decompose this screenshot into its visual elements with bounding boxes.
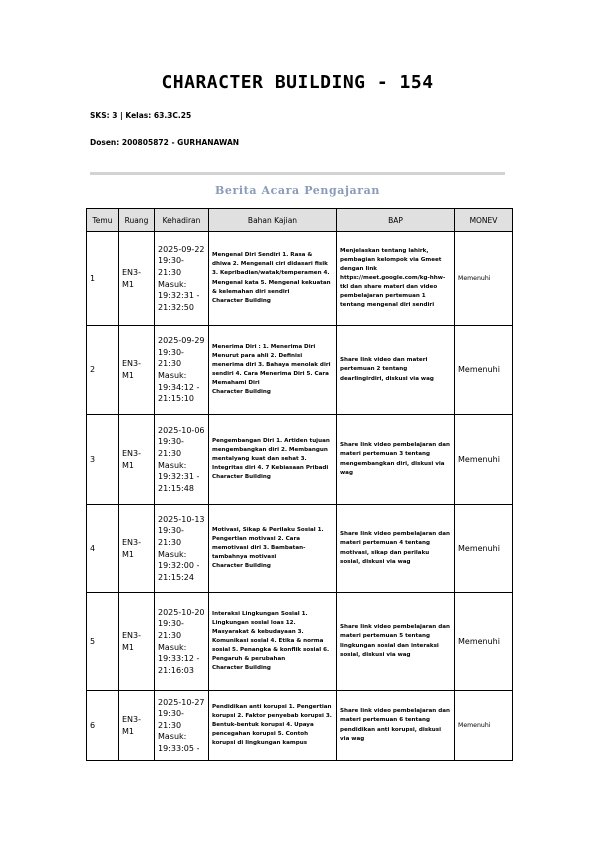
section-title: Berita Acara Pengajaran [214, 184, 381, 197]
cell-bap: Share link video pembelajaran dan materi pertemuan 5 tentang lingkungan sosial dan interaksi sosial, diskusi via wag [337, 593, 455, 691]
cell-bahan-kajian: Pengembangan Diri 1. Artiden tujuan mengembangkan diri 2. Membangun mentalyang kuat dan sehat 3. Integritas diri 4. 7 Kebiasaan Pribadi Character Building [209, 415, 337, 505]
col-header-bahan-kajian: Bahan Kajian [209, 209, 337, 232]
cell-ruang: EN3-M1 [119, 505, 155, 593]
col-header-ruang: Ruang [119, 209, 155, 232]
cell-monev: Memenuhi [455, 505, 513, 593]
cell-ruang: EN3-M1 [119, 691, 155, 761]
cell-bahan-kajian: Motivasi, Sikap & Perilaku Sosial 1. Pengertian motivasi 2. Cara memotivasi diri 3. Bambatan-tambahnya motivasi Character Building [209, 505, 337, 593]
cell-temu: 6 [87, 691, 119, 761]
table-row [87, 691, 513, 761]
divider [90, 172, 505, 175]
cell-bap: Menjelaskan tentang lahirk, pembagian kelompok via Gmeet dengan link https://meet.google.com/kg-hhw-tkl dan share materi dan video pembelajaran pertemuan 1 tentang mengenal diri sendiri [337, 232, 455, 326]
document-title: CHARACTER BUILDING - 154 [161, 72, 434, 93]
cell-temu: 3 [87, 415, 119, 505]
cell-ruang: EN3-M1 [119, 593, 155, 691]
teaching-record-table [86, 208, 513, 761]
cell-monev: Memenuhi [455, 593, 513, 691]
cell-ruang: EN3-M1 [119, 326, 155, 415]
cell-bahan-kajian: Mengenal Diri Sendiri 1. Rasa & dhiwa 2. Mengenali ciri didasari fisik 3. Kepribadian/watak/temperamen 4. Mengenal kata 5. Mengenal kekuatan & kelemahan diri sendiri Character Building [209, 232, 337, 326]
cell-bahan-kajian: Interaksi Lingkungan Sosial 1. Lingkungan sosial loas 12. Masyarakat & kebudayaan 3. Komunikasi sosial 4. Etika & norma sosial 5. Penangka & konflik sosial 6. Pengaruh & perubahan Character Building [209, 593, 337, 691]
cell-bahan-kajian: Pendidikan anti korupsi 1. Pengertian korupsi 2. Faktor penyebab korupsi 3. Bentuk-bentuk korupsi 4. Upaya pencegahan korupsi 5. Contoh korupsi di lingkungan kampus [209, 691, 337, 761]
cell-monev: Memenuhi [455, 232, 513, 326]
table-row [87, 326, 513, 415]
cell-ruang: EN3-M1 [119, 232, 155, 326]
cell-bap: Share link video pembelajaran dan materi pertemuan 4 tentang motivasi, sikap dan perilaku sosial, diskusi via wag [337, 505, 455, 593]
cell-temu: 4 [87, 505, 119, 593]
cell-bap: Share link video pembelajaran dan materi pertemuan 6 tentang pendidikan anti korupsi, diskusi via wag [337, 691, 455, 761]
lecturer-info: Dosen: 200805872 - GURHANAWAN [90, 138, 240, 147]
course-meta: SKS: 3 | Kelas: 63.3C.25 [90, 111, 192, 120]
cell-monev: Memenuhi [455, 326, 513, 415]
cell-monev: Memenuhi [455, 691, 513, 761]
table-row [87, 232, 513, 326]
cell-kehadiran: 2025-09-22 19:30-21:30 Masuk: 19:32:31 - 21:32:50 [155, 232, 209, 326]
table-header-row [87, 209, 513, 232]
table-row [87, 593, 513, 691]
cell-temu: 2 [87, 326, 119, 415]
cell-kehadiran: 2025-10-06 19:30-21:30 Masuk: 19:32:31 - 21:15:48 [155, 415, 209, 505]
table-row [87, 415, 513, 505]
cell-bap: Share link video dan materi pertemuan 2 tentang dearlingirdiri, diskusi via wag [337, 326, 455, 415]
cell-kehadiran: 2025-10-27 19:30-21:30 Masuk: 19:33:05 - [155, 691, 209, 761]
col-header-temu: Temu [87, 209, 119, 232]
cell-monev: Memenuhi [455, 415, 513, 505]
cell-ruang: EN3-M1 [119, 415, 155, 505]
cell-kehadiran: 2025-10-20 19:30-21:30 Masuk: 19:33:12 - 21:16:03 [155, 593, 209, 691]
col-header-kehadiran: Kehadiran [155, 209, 209, 232]
col-header-bap: BAP [337, 209, 455, 232]
cell-kehadiran: 2025-10-13 19:30-21:30 Masuk: 19:32:00 - 21:15:24 [155, 505, 209, 593]
table-row [87, 505, 513, 593]
cell-temu: 5 [87, 593, 119, 691]
cell-bap: Share link video pembelajaran dan materi pertemuan 3 tentang mengembangkan diri, diskusi via wag [337, 415, 455, 505]
cell-kehadiran: 2025-09-29 19:30-21:30 Masuk: 19:34:12 - 21:15:10 [155, 326, 209, 415]
cell-temu: 1 [87, 232, 119, 326]
col-header-monev: MONEV [455, 209, 513, 232]
cell-bahan-kajian: Menerima Diri : 1. Menerima Diri Menurut para ahli 2. Definisi menerima diri 3. Bahaya menolak diri sendiri 4. Cara Menerima Diri 5. Cara Memahami Diri Character Building [209, 326, 337, 415]
